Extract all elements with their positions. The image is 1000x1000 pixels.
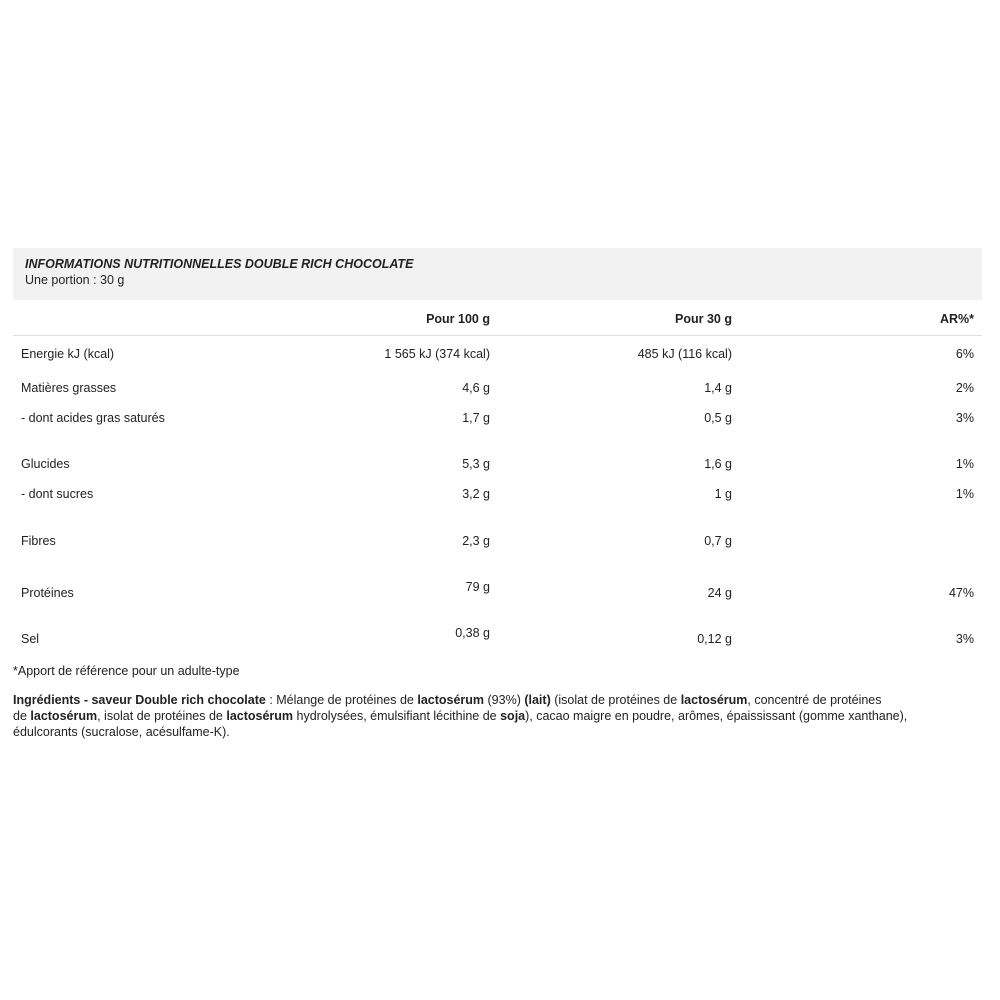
row-value-per-100g: 0,38 g [455,626,490,640]
row-value-ar: 3% [955,411,974,425]
row-value-per-100g: 1,7 g [462,411,490,425]
ingredients-line-3 [13,724,973,740]
row-value-ar: 47% [948,586,974,600]
ingredients-text-segment: , isolat de protéines de [97,709,227,723]
row-value-ar: 1% [955,457,974,471]
reference-intake-footnote: *Apport de référence pour un adulte-type [13,664,240,678]
column-header-per-100g: Pour 100 g [426,312,490,326]
row-label: - dont acides gras saturés [21,411,165,425]
row-value-ar: 1% [955,487,974,501]
row-label: Sel [21,632,40,646]
column-header-per-30g: Pour 30 g [675,312,732,326]
row-value-per-100g: 2,3 g [462,534,490,548]
row-value-per-30g: 1 g [714,487,732,501]
ingredients-text-segment: (93%) [484,693,525,707]
row-label: Protéines [21,586,74,600]
row-label: Matières grasses [21,381,117,395]
header-divider [13,335,982,336]
ingredients-text [13,692,973,740]
row-value-per-30g: 0,12 g [697,632,732,646]
ingredients-text-segment: de [13,709,31,723]
ingredients-line-1 [13,692,973,708]
row-label: Energie kJ (kcal) [21,347,115,361]
row-label: - dont sucres [21,487,94,501]
row-value-per-100g: 1 565 kJ (374 kcal) [384,347,490,361]
row-value-ar: 6% [955,347,974,361]
portion-size: Une portion : 30 g [25,273,125,287]
allergen-lactoserum: lactosérum [680,693,748,707]
row-value-per-30g: 0,5 g [704,411,732,425]
ingredients-text-segment: édulcorants (sucralose, acésulfame-K). [13,725,230,739]
ingredients-text-segment: , concentré de protéines [747,693,882,707]
row-value-per-30g: 24 g [707,586,732,600]
allergen-lait: (lait) [524,693,551,707]
row-value-per-100g: 79 g [465,580,490,594]
row-value-per-100g: 3,2 g [462,487,490,501]
row-value-per-30g: 1,6 g [704,457,732,471]
row-label: Fibres [21,534,56,548]
row-value-per-30g: 0,7 g [704,534,732,548]
row-value-ar: 3% [955,632,974,646]
column-header-ar: AR%* [939,312,974,326]
ingredients-text-segment: hydrolysées, émulsifiant lécithine de [293,709,501,723]
allergen-lactoserum: lactosérum [417,693,485,707]
row-value-per-100g: 4,6 g [462,381,490,395]
ingredients-heading: Ingrédients - saveur Double rich chocolate [13,693,266,707]
allergen-lactoserum: lactosérum [30,709,98,723]
row-value-ar: 2% [955,381,974,395]
row-value-per-30g: 485 kJ (116 kcal) [637,347,732,361]
ingredients-text-segment: (isolat de protéines de [550,693,681,707]
nutrition-title: INFORMATIONS NUTRITIONNELLES DOUBLE RICH CHOCOLATE [25,257,414,271]
ingredients-line-2 [13,708,973,724]
ingredients-text-segment: : Mélange de protéines de [265,693,418,707]
ingredients-text-segment: ), cacao maigre en poudre, arômes, épaississant (gomme xanthane), [525,709,908,723]
row-value-per-100g: 5,3 g [462,457,490,471]
row-value-per-30g: 1,4 g [704,381,732,395]
nutrition-header [13,248,982,300]
allergen-soja: soja [500,709,526,723]
row-label: Glucides [21,457,70,471]
allergen-lactoserum: lactosérum [226,709,294,723]
